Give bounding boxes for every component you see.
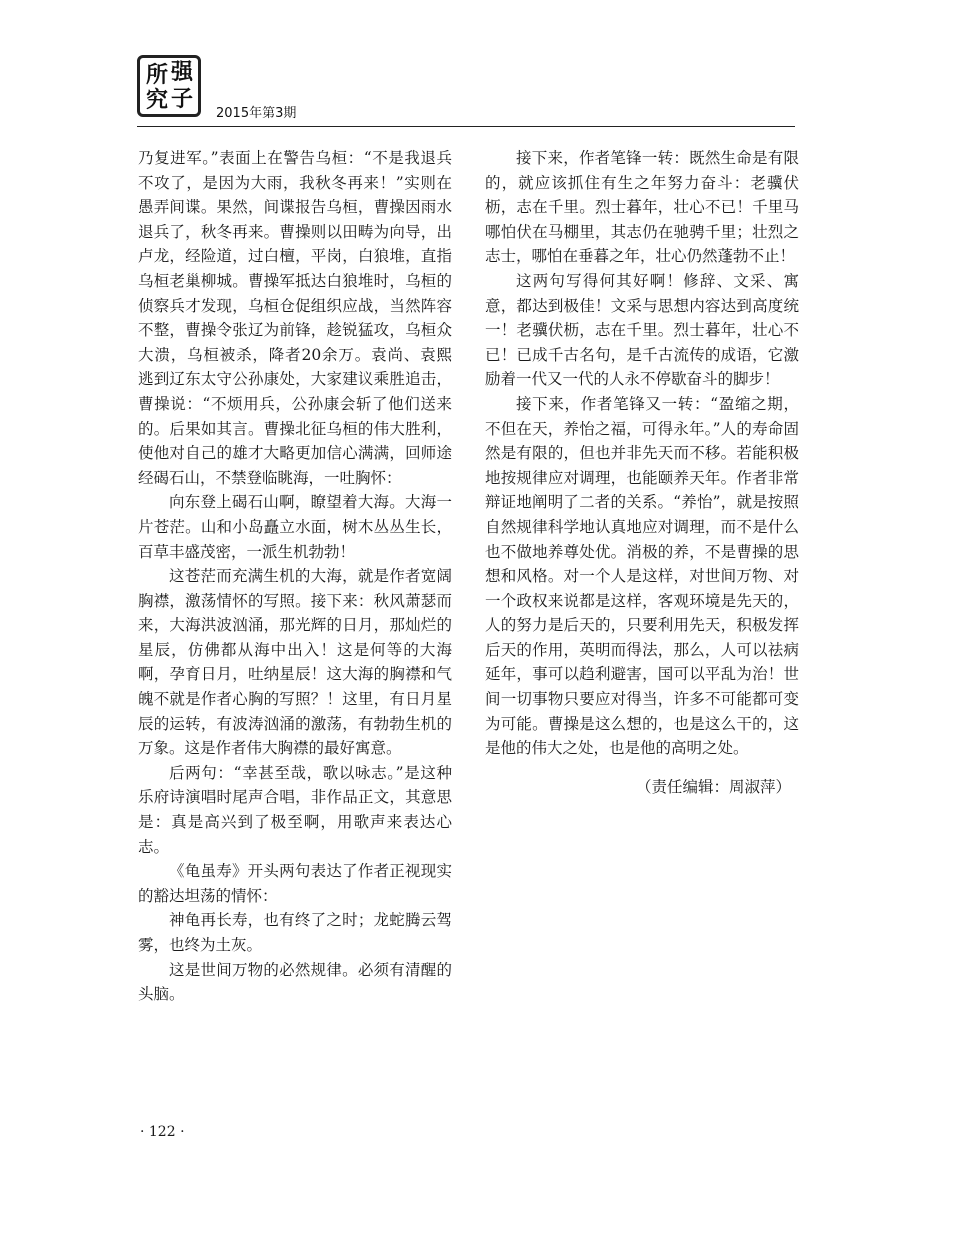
logo-char: 所 <box>146 62 169 88</box>
paragraph: 这苍茫而充满生机的大海，就是作者宽阔胸襟，激荡情怀的写照。接下来：秋风萧瑟而来，大海洪波汹涌，那光辉的日月，那灿烂的星辰，仿佛都从海中出入！这是何等的大海啊，孕育日月，吐纳星辰！这大海的胸襟和气魄不就是作者心胸的写照？！这里，有日月星辰的运转，有波涛汹涌的激荡，有勃勃生机的万象。这是作者伟大胸襟的最好寓意。 <box>138 567 452 758</box>
paragraph: 向东登上碣石山啊，瞭望着大海。大海一片苍茫。山和小岛矗立水面，树木丛丛生长，百草丰盛茂密，一派生机勃勃！ <box>138 493 452 561</box>
paragraph: 《龟虽寿》开头两句表达了作者正视现实的豁达坦荡的情怀： <box>138 862 452 905</box>
paragraph: 乃复进军。”表面上在警告乌桓：“不是我退兵不攻了，是因为大雨，我秋冬再来！”实则在愚弄间谍。果然，间谍报告乌桓，曹操因雨水退兵了，秋冬再来。曹操则以田畴为向导，出卢龙，经险道，过白檀，平岗，白狼堆，直指乌桓老巢柳城。曹操军抵达白狼堆时，乌桓的侦察兵才发现，乌桓仓促组织应战，当然阵容不整，曹操令张辽为前锋，趁锐猛攻，乌桓众大溃，乌桓被杀，降者20余万。袁尚、袁熙逃到辽东太守公孙康处，大家建议乘胜追击，曹操说：“不烦用兵，公孙康会斩了他们送来的。后果如其言。曹操北征乌桓的伟大胜利，使他对自己的雄才大略更加信心满满，回师途经碣石山，不禁登临眺海，一吐胸怀： <box>138 149 452 487</box>
paragraph: 后两句：“幸甚至哉，歌以咏志。”是这种乐府诗演唱时尾声合唱，非作品正文，其意思是：真是高兴到了极至啊，用歌声来表达心志。 <box>138 763 452 856</box>
paragraph: 接下来，作者笔锋又一转：“盈缩之期，不但在天，养怡之福，可得永年。”人的寿命固然是有限的，但也并非先天而不移。若能积极地按规律应对调理，也能颐养天年。作者非常辩证地阐明了二者的关系。“养怡”，就是按照自然规律科学地认真地应对调理，而不是什么也不做地养尊处优。消极的养，不是曹操的思想和风格。对一个人是这样，对世间万物、对一个政权来说都是这样，客观环境是先天的，人的努力是后天的，只要利用先天，积极发挥后天的作用，英明而得法，那么，人可以祛病延年，事可以趋利避害，国可以平乱为治！世间一切事物只要应对得当，许多不可能都可变为可能。曹操是这么想的，也是这么干的，这是他的伟大之处，也是他的高明之处。 <box>485 394 799 758</box>
paragraph: 这是世间万物的必然规律。必须有清醒的头脑。 <box>138 960 452 1004</box>
right-column <box>485 146 799 799</box>
left-column <box>138 146 452 1007</box>
header-divider <box>137 126 795 127</box>
logo-char: 究 <box>146 87 169 113</box>
logo-char: 子 <box>171 86 194 112</box>
editor-credit: （责任编辑：周淑萍） <box>635 777 791 796</box>
issue-label: 2015年第3期 <box>216 106 297 121</box>
journal-logo <box>137 55 201 117</box>
paragraph: 接下来，作者笔锋一转：既然生命是有限的，就应该抓住有生之年努力奋斗：老骥伏枥，志在千里。烈士暮年，壮心不已！千里马哪怕伏在马棚里，其志仍在驰骋千里；壮烈之志士，哪怕在垂暮之年，壮心仍然蓬勃不止！ <box>485 149 799 266</box>
page-number: · 122 · <box>140 1124 185 1140</box>
paragraph: 神龟再长寿，也有终了之时；龙蛇腾云驾雾，也终为土灰。 <box>138 911 452 954</box>
paragraph: 这两句写得何其好啊！修辞、文采、寓意，都达到极佳！文采与思想内容达到高度统一！老骥伏枥，志在千里。烈士暮年，壮心不已！已成千古名句，是千古流传的成语，它激励着一代又一代的人永不停歇奋斗的脚步！ <box>485 271 799 389</box>
logo-char: 强 <box>171 59 194 85</box>
